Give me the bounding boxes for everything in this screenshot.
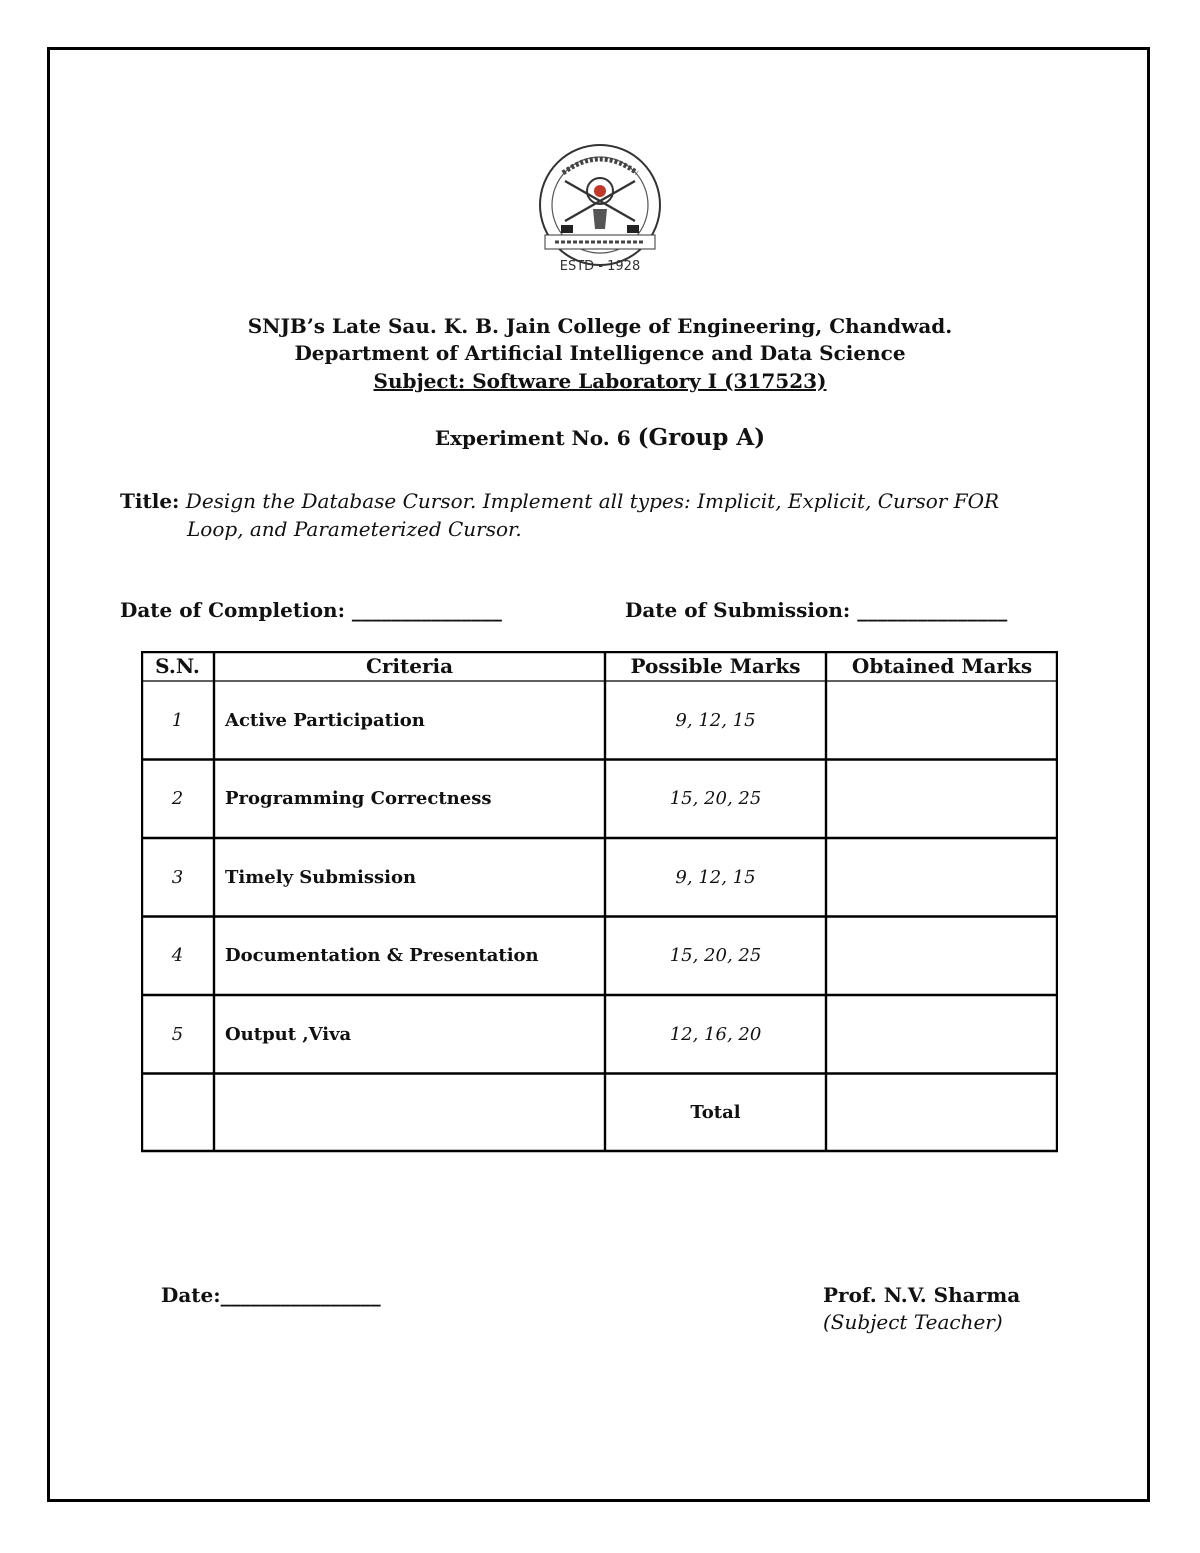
logo-estd: ESTD - 1928 <box>559 259 641 274</box>
header-sn: S.N. <box>155 654 200 678</box>
experiment-heading <box>0 424 1200 452</box>
row-sn: 1 <box>171 709 184 731</box>
row-possible-marks: 15, 20, 25 <box>669 945 762 967</box>
header-possible-marks: Possible Marks <box>630 654 801 678</box>
row-obtained-marks <box>826 681 1058 760</box>
department-name: Department of Artificial Intelligence and Data Science <box>294 341 906 365</box>
teacher-name: Prof. N.V. Sharma <box>823 1283 1021 1307</box>
college-name: SNJB’s Late Sau. K. B. Jain College of Engineering, Chandwad. <box>247 314 953 338</box>
row-criteria: Programming Correctness <box>225 788 492 810</box>
experiment-title <box>120 487 1020 515</box>
row-criteria: Output ,Viva <box>225 1023 352 1045</box>
row-obtained-marks <box>826 838 1058 917</box>
date-of-completion: Date of Completion: _______________ <box>120 598 502 622</box>
row-sn: 3 <box>171 866 184 888</box>
row-possible-marks: 9, 12, 15 <box>675 866 756 888</box>
header-obtained-marks: Obtained Marks <box>851 654 1033 678</box>
row-sn: 4 <box>171 945 184 967</box>
footer-date: Date:________________ <box>161 1283 381 1307</box>
marks-table <box>141 651 1058 1153</box>
row-possible-marks: 15, 20, 25 <box>669 788 762 810</box>
title-text-line1: Design the Database Cursor. Implement all types: Implicit, Explicit, Cursor FOR <box>185 489 1000 513</box>
header-criteria: Criteria <box>365 654 454 678</box>
title-label: Title: <box>120 489 180 513</box>
experiment-label: Experiment No. 6 <box>434 426 638 450</box>
row-criteria: Documentation & Presentation <box>225 945 539 967</box>
date-of-submission: Date of Submission: _______________ <box>625 598 1008 622</box>
row-obtained-marks <box>826 917 1058 996</box>
title-text-line2: Loop, and Parameterized Cursor. <box>187 517 522 541</box>
total-label: Total <box>690 1102 741 1124</box>
row-possible-marks: 12, 16, 20 <box>669 1023 762 1045</box>
subject-line: Subject: Software Laboratory I (317523) <box>373 369 827 393</box>
row-sn: 5 <box>171 1023 184 1045</box>
row-obtained-marks <box>826 760 1058 839</box>
row-criteria: Active Participation <box>225 709 425 731</box>
row-criteria: Timely Submission <box>225 866 417 888</box>
experiment-group: (Group A) <box>637 424 766 451</box>
row-obtained-marks <box>826 995 1058 1074</box>
teacher-role: (Subject Teacher) <box>823 1310 1003 1334</box>
row-sn: 2 <box>171 788 184 810</box>
college-logo <box>533 143 667 275</box>
row-possible-marks: 9, 12, 15 <box>675 709 756 731</box>
